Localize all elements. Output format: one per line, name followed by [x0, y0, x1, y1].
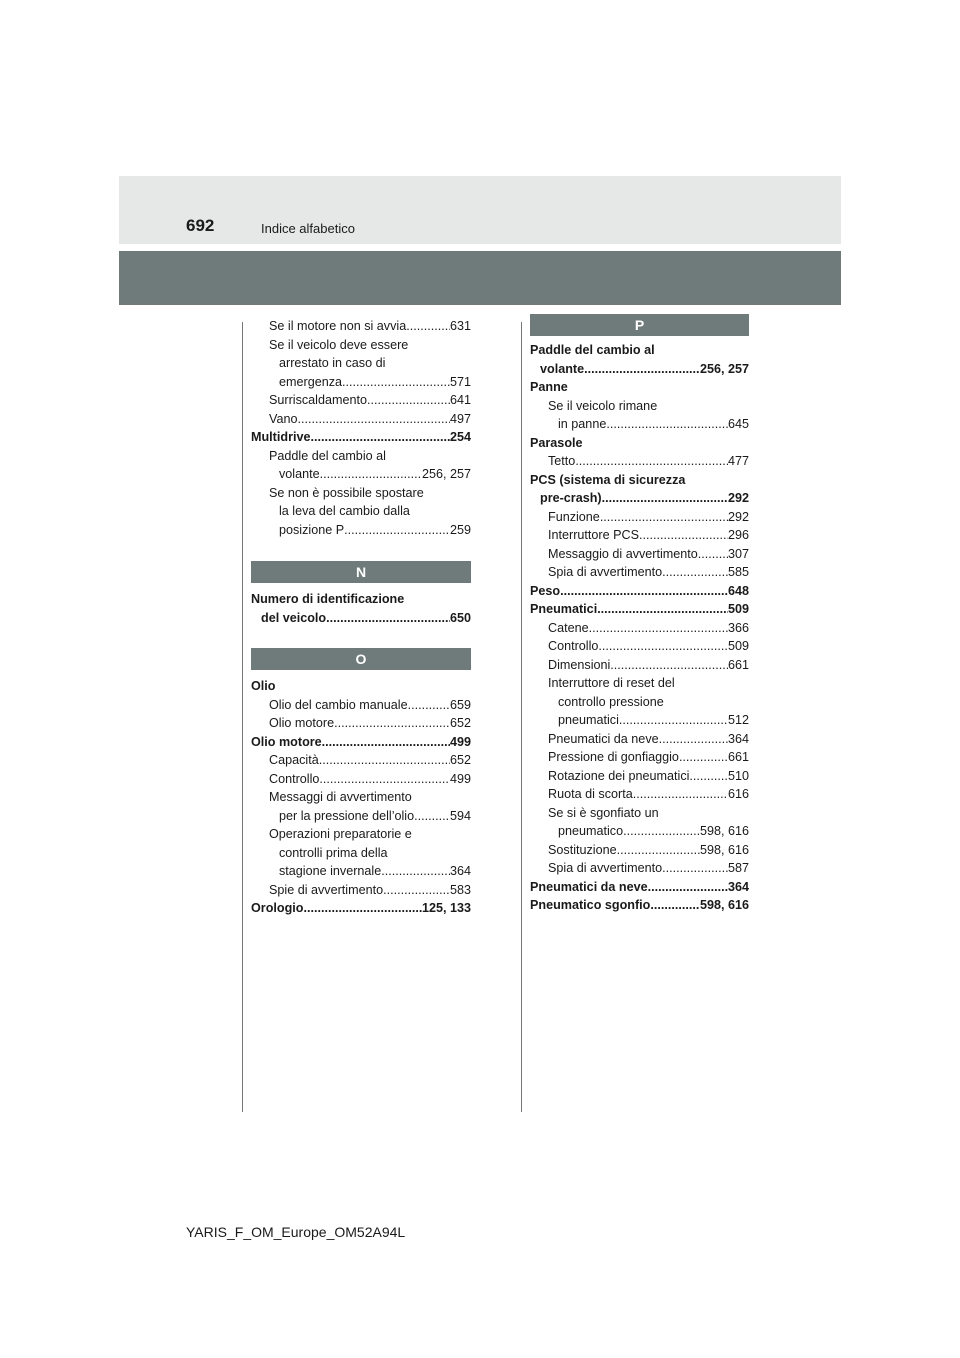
- index-entry: [251, 844, 471, 863]
- index-entry: [530, 471, 749, 490]
- index-entry-term: Se il veicolo rimane: [548, 398, 658, 413]
- page-number: 692: [186, 216, 215, 235]
- index-entry-term: Sostituzione: [548, 842, 617, 857]
- section-p-entries: [530, 341, 749, 915]
- index-entry-term: Se il motore non si avvia: [269, 319, 407, 333]
- index-entry: [251, 428, 471, 447]
- index-entry-term: Olio del cambio manuale: [269, 697, 408, 712]
- index-entry: [530, 767, 749, 786]
- index-entry: [251, 807, 471, 826]
- index-entry-page: 477: [727, 454, 749, 468]
- index-entry: [530, 397, 749, 416]
- index-entry-term: la leva del cambio dalla: [279, 504, 410, 518]
- index-entry-term: Interruttore di reset del: [548, 676, 675, 690]
- index-entry-term: Messaggio di avvertimento: [548, 546, 698, 561]
- dot-leader: [648, 878, 728, 897]
- dot-leader: [584, 360, 700, 379]
- index-entry: [530, 822, 749, 841]
- index-entry-page: 292: [727, 491, 749, 505]
- dot-leader: [297, 410, 450, 429]
- dot-leader: [698, 545, 728, 564]
- index-entry: [530, 637, 749, 656]
- index-entry-page: 645: [727, 417, 749, 431]
- index-entry: [530, 656, 749, 675]
- section-title: Indice alfabetico: [261, 221, 355, 236]
- index-entry: [530, 434, 749, 453]
- document-code: YARIS_F_OM_Europe_OM52A94L: [186, 1224, 406, 1240]
- index-entry-page: 648: [727, 583, 749, 598]
- index-entry: [251, 317, 471, 336]
- index-entry: [530, 526, 749, 545]
- index-entry-term: pneumatici: [558, 713, 619, 727]
- dot-leader: [689, 767, 728, 786]
- index-entry: [530, 619, 749, 638]
- index-entry: [530, 711, 749, 730]
- index-entry-term: Operazioni preparatorie e: [269, 827, 412, 841]
- index-entry-page: 125, 133: [421, 901, 471, 915]
- index-entry-page: 499: [449, 771, 471, 786]
- index-entry-term: Controllo: [548, 639, 599, 653]
- index-entry: [251, 899, 471, 918]
- dot-leader: [633, 785, 728, 804]
- right-index-column: [530, 314, 749, 915]
- index-entry-page: 256, 257: [699, 361, 749, 376]
- index-entry: [530, 841, 749, 860]
- index-entry: [530, 360, 749, 379]
- index-entry-term: Funzione: [548, 509, 600, 524]
- index-entry: [530, 600, 749, 619]
- dot-leader: [662, 563, 728, 582]
- index-entry-page: 366: [727, 620, 749, 635]
- index-entry-page: 650: [449, 610, 471, 625]
- index-entry: [251, 410, 471, 429]
- dot-leader: [319, 770, 450, 789]
- index-entry-term: stagione invernale: [279, 864, 382, 878]
- index-entry-page: 364: [449, 864, 471, 878]
- index-entry-page: 509: [727, 639, 749, 653]
- index-entry-page: 364: [727, 731, 749, 746]
- index-entry-page: 499: [449, 734, 471, 749]
- section-o-entries: [251, 677, 471, 918]
- index-entry-page: 652: [449, 716, 471, 730]
- dot-leader: [342, 373, 450, 392]
- index-entry-term: per la pressione dell’olio: [279, 808, 415, 823]
- index-entry-term: Multidrive: [251, 430, 311, 444]
- index-entry-term: Messaggi di avvertimento: [269, 790, 412, 804]
- index-entry: [251, 447, 471, 466]
- index-entry-term: Catene: [548, 620, 589, 635]
- index-entry-term: Surriscaldamento: [269, 393, 367, 407]
- dot-leader: [560, 582, 728, 601]
- letter-bar-p: P: [530, 314, 749, 336]
- dot-leader: [303, 899, 422, 918]
- index-entry: [530, 730, 749, 749]
- index-entry-page: 598, 616: [699, 842, 749, 857]
- index-entry-page: 254: [449, 430, 471, 444]
- index-entry: [251, 751, 471, 770]
- index-entry: [251, 391, 471, 410]
- header-dark-band: [119, 251, 841, 305]
- index-entry-page: 571: [449, 374, 471, 389]
- index-entry: [251, 862, 471, 881]
- left-index-column: [251, 317, 471, 918]
- dot-leader: [589, 619, 728, 638]
- dot-leader: [575, 452, 728, 471]
- index-entry-term: Parasole: [530, 435, 583, 450]
- index-entry-term: Se il veicolo deve essere: [269, 337, 409, 352]
- index-entry-term: Dimensioni: [548, 657, 611, 672]
- index-entry-term: Orologio: [251, 901, 304, 915]
- dot-leader: [598, 637, 728, 656]
- index-entry-page: 598, 616: [699, 824, 749, 838]
- index-entry: [251, 881, 471, 900]
- dot-leader: [679, 748, 728, 767]
- index-entry-page: 292: [727, 509, 749, 524]
- dot-leader: [319, 751, 450, 770]
- dot-leader: [623, 822, 700, 841]
- index-entry-term: Rotazione dei pneumatici: [548, 768, 690, 783]
- dot-leader: [381, 862, 450, 881]
- dot-leader: [606, 415, 728, 434]
- index-entry: [530, 582, 749, 601]
- index-entry: [251, 590, 471, 609]
- index-entry-term: Panne: [530, 380, 568, 394]
- index-entry: [530, 859, 749, 878]
- index-entry-page: 598, 616: [699, 898, 749, 912]
- dot-leader: [597, 600, 728, 619]
- index-entry-term: Pneumatici da neve: [530, 879, 648, 894]
- index-entry-term: Pneumatici da neve: [548, 731, 659, 746]
- dot-leader: [662, 859, 728, 878]
- index-entry-term: volante: [279, 467, 320, 481]
- dot-leader: [610, 656, 728, 675]
- index-entry-page: 510: [727, 768, 749, 783]
- index-entry-term: emergenza: [279, 374, 343, 389]
- dot-leader: [406, 317, 450, 336]
- index-entry: [530, 896, 749, 915]
- dot-leader: [326, 609, 450, 628]
- index-entry: [530, 489, 749, 508]
- index-entry-term: Paddle del cambio al: [269, 448, 386, 463]
- index-entry-term: controlli prima della: [279, 845, 388, 860]
- index-entry-term: Se si è sgonfiato un: [548, 805, 659, 820]
- index-entry: [251, 714, 471, 733]
- index-entry-page: 661: [727, 750, 749, 764]
- index-entry: [530, 878, 749, 897]
- index-entry-term: Olio motore: [269, 716, 335, 730]
- index-entry: [530, 563, 749, 582]
- dot-leader: [600, 508, 728, 527]
- index-entry: [530, 415, 749, 434]
- index-entry-page: 307: [727, 546, 749, 561]
- index-entry-page: 583: [449, 882, 471, 897]
- index-entry: [530, 508, 749, 527]
- index-entry-term: Pneumatici: [530, 602, 598, 616]
- index-entry: [251, 696, 471, 715]
- index-entry-term: pre-crash): [540, 491, 602, 505]
- index-entry: [251, 373, 471, 392]
- index-entry-page: 594: [449, 808, 471, 823]
- index-entry-page: 641: [449, 393, 471, 407]
- index-entry-term: Tetto: [548, 454, 576, 468]
- index-entry: [251, 521, 471, 540]
- index-entry-term: PCS (sistema di sicurezza: [530, 472, 686, 487]
- index-entry-term: Vano: [269, 411, 298, 426]
- dot-leader: [617, 841, 700, 860]
- index-entry-page: 585: [727, 565, 749, 579]
- index-entry: [251, 502, 471, 521]
- index-entry-term: Controllo: [269, 771, 320, 786]
- index-entry-term: controllo pressione: [558, 694, 664, 709]
- index-entry-term: in panne: [558, 417, 607, 431]
- index-entry-term: Numero di identificazione: [251, 592, 405, 606]
- index-entry-term: Spie di avvertimento: [269, 882, 384, 897]
- index-entry: [530, 804, 749, 823]
- index-entry-term: Se non è possibile spostare: [269, 485, 424, 500]
- index-entry-term: pneumatico: [558, 824, 624, 838]
- index-entry: [251, 825, 471, 844]
- dot-leader: [602, 489, 728, 508]
- index-entry: [251, 609, 471, 628]
- dot-leader: [639, 526, 728, 545]
- index-entry-page: 256, 257: [421, 467, 471, 481]
- index-entry-page: 659: [449, 697, 471, 712]
- index-entry-term: arrestato in caso di: [279, 356, 386, 370]
- index-entry-term: Spia di avvertimento: [548, 861, 663, 875]
- index-entry: [530, 674, 749, 693]
- index-entry-term: Pressione di gonfiaggio: [548, 750, 679, 764]
- index-entry-page: 587: [727, 861, 749, 875]
- index-entry-term: volante: [540, 361, 585, 376]
- dot-leader: [408, 696, 450, 715]
- index-entry-term: Paddle del cambio al: [530, 343, 655, 357]
- index-entry: [251, 733, 471, 752]
- dot-leader: [320, 465, 422, 484]
- left-column-rule: [242, 322, 243, 1112]
- index-entry-page: 512: [727, 713, 749, 727]
- index-entry-term: Pneumatico sgonfio: [530, 898, 651, 912]
- letter-bar-n: N: [251, 561, 471, 583]
- index-entry: [530, 452, 749, 471]
- dot-leader: [310, 428, 450, 447]
- index-entry-term: Olio motore: [251, 734, 322, 749]
- index-entry-term: Interruttore PCS: [548, 528, 639, 542]
- dot-leader: [344, 521, 450, 540]
- index-entry: [530, 748, 749, 767]
- dot-leader: [650, 896, 700, 915]
- index-entry: [251, 770, 471, 789]
- index-entry-page: 364: [727, 879, 749, 894]
- dot-leader: [619, 711, 728, 730]
- index-entry-term: Ruota di scorta: [548, 787, 633, 801]
- index-entry-page: 661: [727, 657, 749, 672]
- index-entry: [251, 788, 471, 807]
- index-entry: [530, 341, 749, 360]
- dot-leader: [383, 881, 450, 900]
- index-entry: [530, 545, 749, 564]
- index-entry: [251, 336, 471, 355]
- index-entry-page: 509: [727, 602, 749, 616]
- index-entry: [251, 677, 471, 696]
- dot-leader: [334, 714, 450, 733]
- index-entry-term: posizione P: [279, 522, 345, 537]
- header-band: [119, 176, 841, 244]
- index-entry: [251, 354, 471, 373]
- index-entry: [530, 378, 749, 397]
- dot-leader: [414, 807, 450, 826]
- index-entry: [530, 693, 749, 712]
- index-entry-page: 652: [449, 753, 471, 767]
- left-entries-continued: [251, 317, 471, 539]
- dot-leader: [367, 391, 450, 410]
- index-entry-term: Spia di avvertimento: [548, 565, 663, 579]
- right-column-rule: [521, 322, 522, 1112]
- index-entry: [530, 785, 749, 804]
- index-entry-page: 497: [449, 411, 471, 426]
- index-entry-page: 296: [727, 528, 749, 542]
- index-entry-term: Capacità: [269, 753, 319, 767]
- dot-leader: [659, 730, 728, 749]
- index-entry-page: 259: [449, 522, 471, 537]
- index-entry-term: Peso: [530, 583, 561, 598]
- index-entry-page: 631: [449, 319, 471, 333]
- index-entry-term: Olio: [251, 679, 276, 693]
- index-entry: [251, 465, 471, 484]
- section-n-entries: [251, 590, 471, 627]
- dot-leader: [322, 733, 450, 752]
- letter-bar-o: O: [251, 648, 471, 670]
- index-entry-page: 616: [727, 787, 749, 801]
- index-entry: [251, 484, 471, 503]
- index-entry-term: del veicolo: [261, 610, 327, 625]
